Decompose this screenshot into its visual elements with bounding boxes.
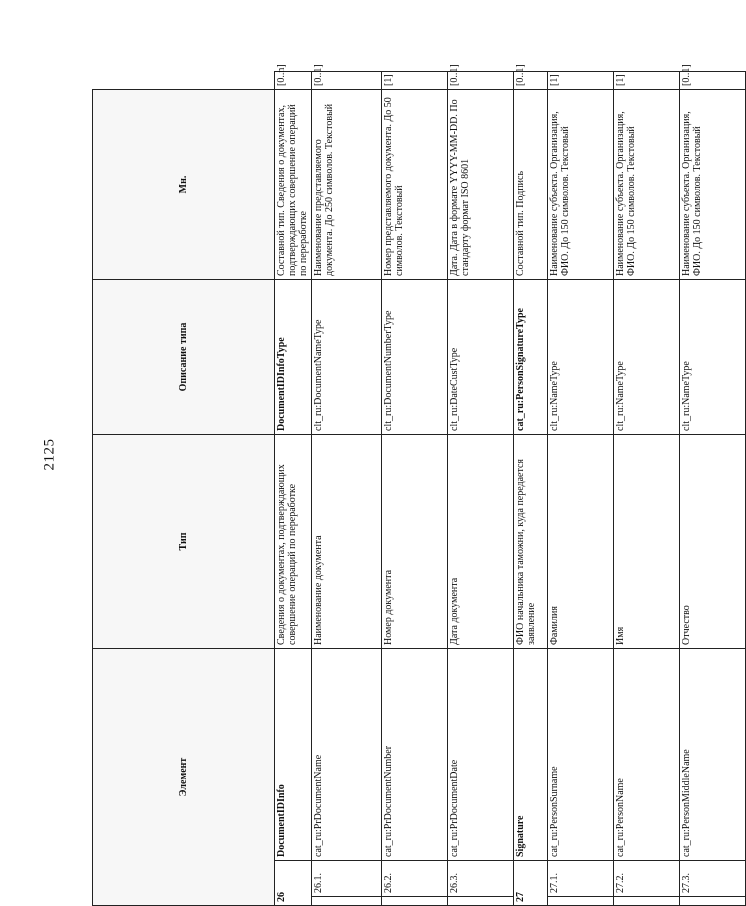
element-name: cat_ru:PersonMiddleName [679, 648, 745, 860]
header-type: Тип [93, 434, 275, 648]
row-number: 27.1. [547, 861, 613, 897]
type-description: Наименование представляемого документа. До 250 символов. Текстовый [311, 89, 381, 279]
type-description: Составной тип. Сведения о документах, подтверждающих совершение операций по переработке [275, 89, 312, 279]
page-number-text: 2125 [41, 438, 58, 470]
indent-cell [381, 897, 447, 906]
table-group-row [513, 71, 547, 905]
row-number: 26.2. [381, 861, 447, 897]
element-name: DocumentIDInfo [275, 648, 312, 860]
multiplicity: [1] [613, 71, 679, 89]
row-number: 26.3. [447, 861, 513, 897]
element-name: cat_ru:PersonName [613, 648, 679, 860]
element-description: Дата документа [447, 434, 513, 648]
multiplicity: [0..1] [679, 71, 745, 89]
table-row [679, 71, 745, 905]
multiplicity: [1] [381, 71, 447, 89]
row-number: 27.3. [679, 861, 745, 897]
element-name: cat_ru:PrDocumentName [311, 648, 381, 860]
type-name: cat_ru:PersonSignatureType [513, 279, 547, 434]
indent-cell [311, 897, 381, 906]
multiplicity: [1] [547, 71, 613, 89]
table-row [381, 71, 447, 905]
element-name: cat_ru:PrDocumentNumber [381, 648, 447, 860]
element-description: Отчество [679, 434, 745, 648]
table-group-row [275, 71, 312, 905]
type-description: Дата. Дата в формате YYYY-MM-DD. По стандарту формат ISO 8601 [447, 89, 513, 279]
type-name: clt_ru:DateCustType [447, 279, 513, 434]
type-name: DocumentIDInfoType [275, 279, 312, 434]
table-header [93, 71, 275, 905]
document-table [92, 64, 746, 906]
indent-cell [613, 897, 679, 906]
table-row [547, 71, 613, 905]
type-description: Номер представляемого документа. До 50 символов. Текстовый [381, 89, 447, 279]
multiplicity: [0..1] [447, 71, 513, 89]
multiplicity: [0..1] [311, 71, 381, 89]
type-name: clt_ru:NameType [547, 279, 613, 434]
type-description: Наименование субъекта. Организация, ФИО. До 150 символов. Текстовый [547, 89, 613, 279]
type-name: clt_ru:DocumentNameType [311, 279, 381, 434]
header-multiplicity: Мн. [93, 89, 275, 279]
header-type-description: Описание типа [93, 279, 275, 434]
row-number: 27 [513, 861, 547, 906]
element-name: cat_ru:PersonSurname [547, 648, 613, 860]
type-name: clt_ru:NameType [679, 279, 745, 434]
row-number: 27.2. [613, 861, 679, 897]
element-name: Signature [513, 648, 547, 860]
element-description: Сведения о документах, подтверждающих совершение операций по переработке [275, 434, 312, 648]
type-description: Составной тип. Подпись [513, 89, 547, 279]
table-row [311, 71, 381, 905]
multiplicity: [0..1] [513, 71, 547, 89]
type-description: Наименование субъекта. Организация, ФИО. До 150 символов. Текстовый [679, 89, 745, 279]
page-number [38, 424, 62, 484]
indent-cell [679, 897, 745, 906]
multiplicity: [0..n] [275, 71, 312, 89]
indent-cell [447, 897, 513, 906]
row-number: 26 [275, 861, 312, 906]
type-name: clt_ru:DocumentNumberType [381, 279, 447, 434]
header-element: Элемент [93, 648, 275, 905]
element-description: Номер документа [381, 434, 447, 648]
element-description: Фамилия [547, 434, 613, 648]
element-name: cat_ru:PrDocumentDate [447, 648, 513, 860]
type-description: Наименование субъекта. Организация, ФИО. До 150 символов. Текстовый [613, 89, 679, 279]
element-description: Наименование документа [311, 434, 381, 648]
indent-cell [547, 897, 613, 906]
element-description: Имя [613, 434, 679, 648]
type-name: clt_ru:NameType [613, 279, 679, 434]
table-row [447, 71, 513, 905]
element-description: ФИО начальника таможни, куда передается заявление [513, 434, 547, 648]
table-row [613, 71, 679, 905]
row-number: 26.1. [311, 861, 381, 897]
table-body [275, 64, 746, 905]
